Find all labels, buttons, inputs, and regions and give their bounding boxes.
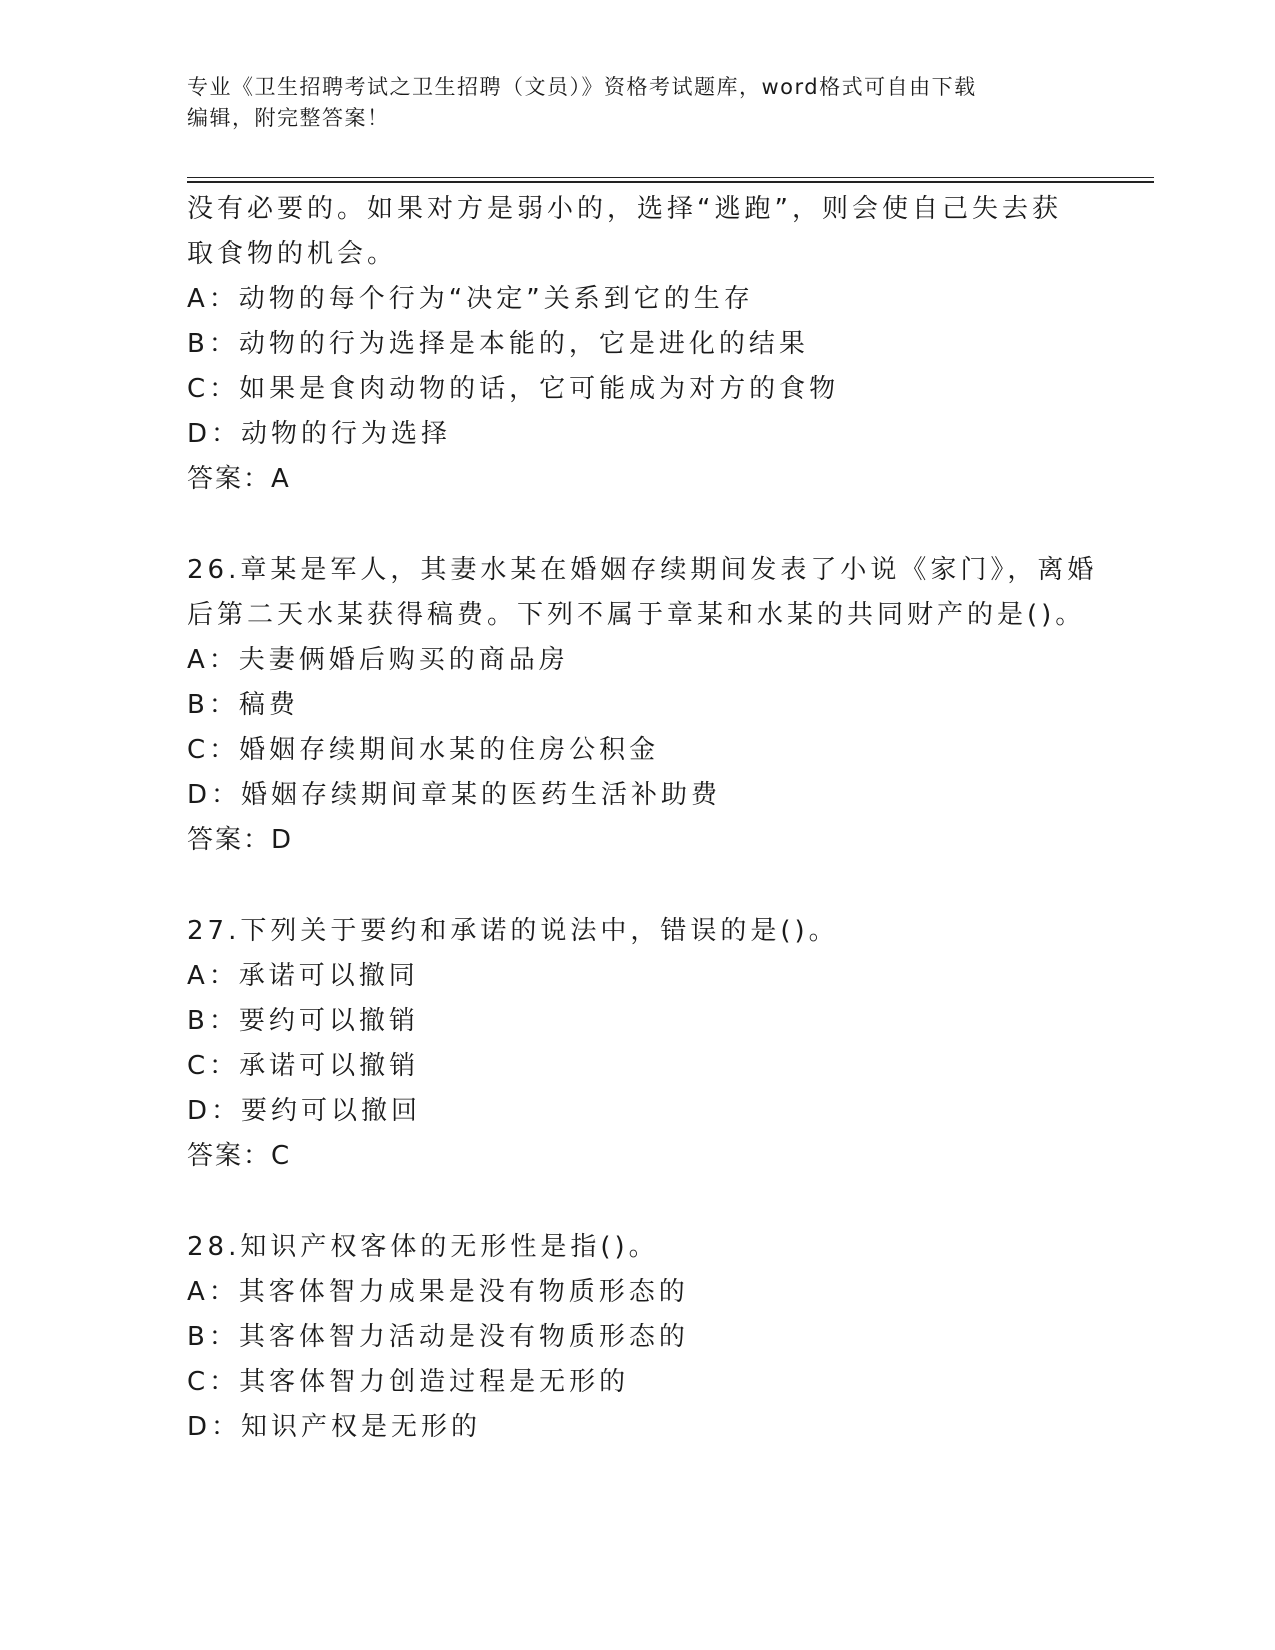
question-block-27 — [187, 909, 1147, 1179]
question-text-line: 27.下列关于要约和承诺的说法中，错误的是()。 — [187, 916, 839, 946]
question-block-28 — [187, 1225, 1147, 1450]
option-a: A：承诺可以撤同 — [187, 961, 419, 991]
question-text-line: 取食物的机会。 — [187, 239, 398, 269]
header-line-2: 编辑，附完整答案！ — [187, 106, 390, 130]
option-d: D：要约可以撤回 — [187, 1096, 422, 1126]
question-text-line: 没有必要的。如果对方是弱小的，选择“逃跑”，则会使自己失去获 — [187, 194, 1062, 224]
question-content — [187, 187, 1147, 1450]
answer-label: 答案：C — [187, 1141, 292, 1171]
option-d: D：动物的行为选择 — [187, 419, 452, 449]
option-b: B：其客体智力活动是没有物质形态的 — [187, 1322, 689, 1352]
question-text-line: 后第二天水某获得稿费。下列不属于章某和水某的共同财产的是()。 — [187, 600, 1086, 630]
header-line-1: 专业《卫生招聘考试之卫生招聘（文员）》资格考试题库，word格式可自由下载 — [187, 75, 977, 99]
spacer — [187, 863, 1147, 909]
option-d: D：婚姻存续期间章某的医药生活补助费 — [187, 780, 722, 810]
question-text-line: 26.章某是军人，其妻水某在婚姻存续期间发表了小说《家门》，离婚 — [187, 555, 1098, 585]
question-block-25 — [187, 187, 1147, 502]
option-b: B：要约可以撤销 — [187, 1006, 419, 1036]
option-b: B：稿费 — [187, 690, 299, 720]
answer-label: 答案：D — [187, 825, 294, 855]
spacer — [187, 1179, 1147, 1225]
spacer — [187, 502, 1147, 548]
option-c: C：婚姻存续期间水某的住房公积金 — [187, 735, 660, 765]
option-c: C：如果是食肉动物的话，它可能成为对方的食物 — [187, 374, 840, 404]
header-rule-thin — [187, 177, 1154, 178]
option-a: A：夫妻俩婚后购买的商品房 — [187, 645, 569, 675]
header-rule-thick — [187, 181, 1154, 183]
option-a: A：其客体智力成果是没有物质形态的 — [187, 1277, 689, 1307]
option-c: C：承诺可以撤销 — [187, 1051, 420, 1081]
question-block-26 — [187, 548, 1147, 863]
option-d: D：知识产权是无形的 — [187, 1412, 482, 1442]
option-b: B：动物的行为选择是本能的，它是进化的结果 — [187, 329, 809, 359]
option-c: C：其客体智力创造过程是无形的 — [187, 1367, 630, 1397]
question-text-line: 28.知识产权客体的无形性是指()。 — [187, 1232, 659, 1262]
answer-label: 答案：A — [187, 464, 291, 494]
option-a: A：动物的每个行为“决定”关系到它的生存 — [187, 284, 754, 314]
page-header — [187, 72, 1067, 134]
